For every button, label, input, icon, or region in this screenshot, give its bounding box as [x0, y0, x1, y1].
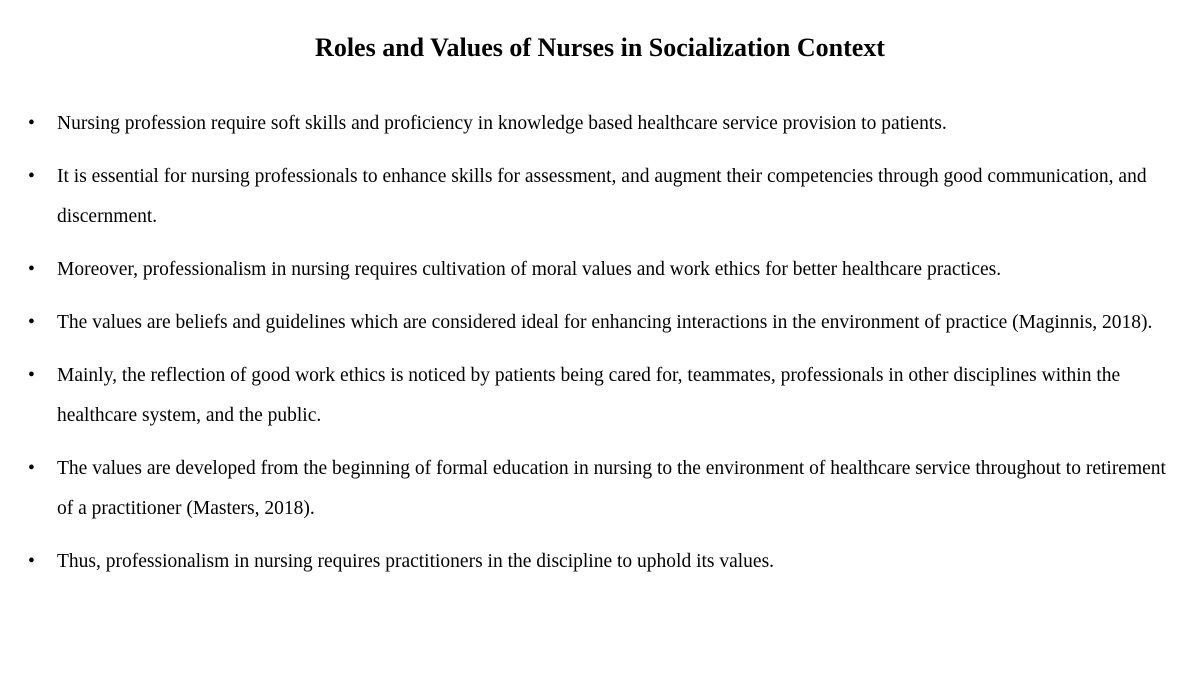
bullet-item — [0, 250, 1200, 290]
bullet-marker: • — [28, 166, 35, 187]
bullet-item — [0, 303, 1200, 343]
bullet-text: Moreover, professionalism in nursing requires cultivation of moral values and work ethics for better healthcare practices. — [57, 259, 1002, 280]
bullet-marker: • — [28, 312, 35, 333]
bullet-text: The values are developed from the beginning of formal education in nursing to the environment of healthcare service throughout to retirement of a practitioner (Masters, 2018). — [57, 458, 1166, 519]
bullet-marker: • — [28, 551, 35, 572]
bullet-item — [0, 542, 1200, 582]
bullet-item — [0, 157, 1200, 237]
bullet-text: It is essential for nursing professionals to enhance skills for assessment, and augment their competencies through good communication, and discernment. — [57, 166, 1147, 227]
bullet-text: The values are beliefs and guidelines which are considered ideal for enhancing interactions in the environment of practice (Maginnis, 2018). — [57, 312, 1153, 333]
bullet-text: Thus, professionalism in nursing requires practitioners in the discipline to uphold its values. — [57, 551, 775, 572]
bullet-list — [0, 104, 1200, 595]
bullet-item — [0, 356, 1200, 436]
bullet-item — [0, 104, 1200, 144]
bullet-marker: • — [28, 365, 35, 386]
bullet-marker: • — [28, 113, 35, 134]
bullet-text: Mainly, the reflection of good work ethics is noticed by patients being cared for, teammates, professionals in other disciplines within the healthcare system, and the public. — [57, 365, 1121, 426]
bullet-marker: • — [28, 259, 35, 280]
slide-title: Roles and Values of Nurses in Socialization Context — [315, 33, 885, 62]
bullet-marker: • — [28, 458, 35, 479]
bullet-item — [0, 449, 1200, 529]
bullet-text: Nursing profession require soft skills and proficiency in knowledge based healthcare service provision to patients. — [57, 113, 947, 134]
